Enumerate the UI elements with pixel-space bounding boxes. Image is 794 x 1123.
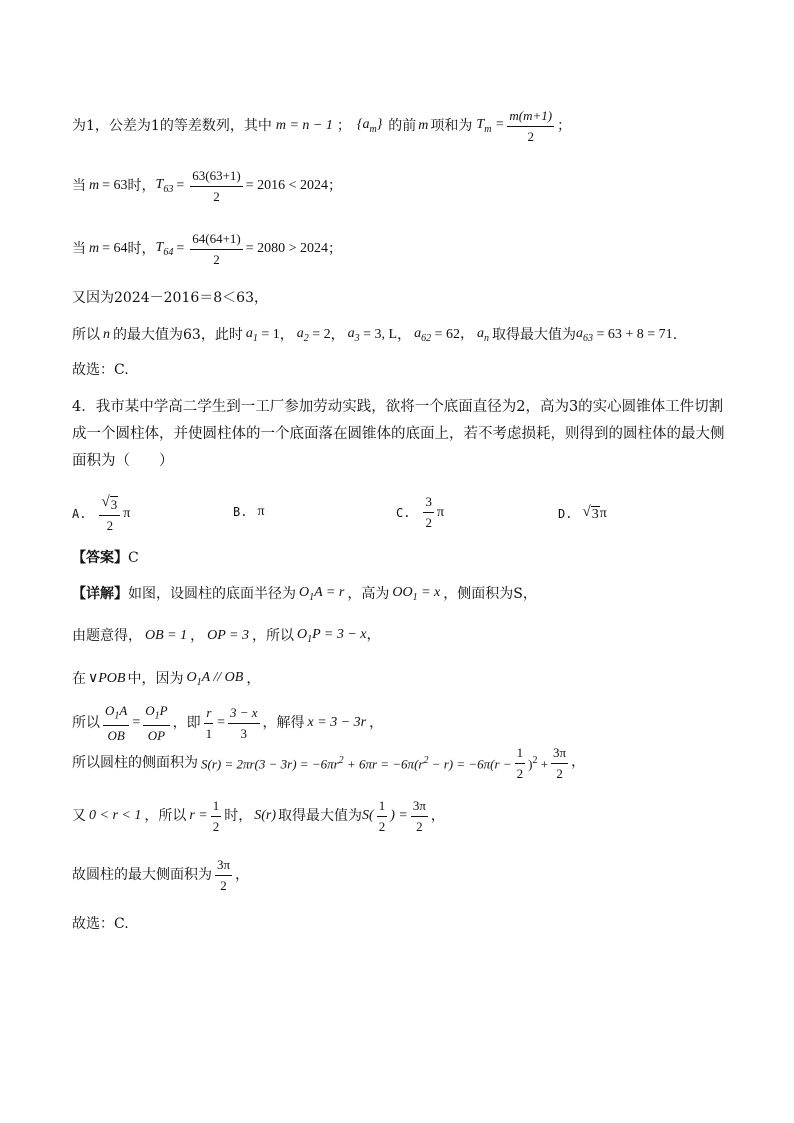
text: ，解得 xyxy=(262,714,305,731)
fraction: $\frac{m(m+1)}{2}$ xyxy=(509,108,553,144)
choice-d: D. √ 3 π xyxy=(558,504,607,522)
text: 所以 xyxy=(72,327,100,343)
detail-tag: 【详解】 xyxy=(72,586,128,602)
fraction: $\frac{3 - x}{3}$ xyxy=(230,705,258,741)
choice-c-value: $\frac{3}{2}$ xyxy=(425,494,432,530)
detail-line-5: 所以圆柱的侧面积为 $S(r) = 2\pi r(3 - 3r) = -6\pi r^2 + 6\pi r = -6\pi(r^2 - r) = -6\pi(r$ − $\frac{1}{2}$ )$^2$ + $\frac{3\pi}{2}$ ， xyxy=(72,745,586,781)
text: 取得最大值为 xyxy=(278,807,363,824)
choice-label: D. xyxy=(558,506,573,521)
choice-b-value: π xyxy=(257,504,265,519)
fraction: $\frac{O_1A}{OB}$ xyxy=(105,703,128,743)
text: 故选：C. xyxy=(72,362,129,378)
text: 当 xyxy=(72,177,86,194)
text: ， xyxy=(397,327,412,343)
fraction: $\frac{1}{2}$ xyxy=(516,745,524,781)
text: 又 xyxy=(72,807,86,824)
fraction: $\frac{1}{2}$ xyxy=(378,798,386,834)
solution-line-3: 当 m = 64 时， $T_{64}$ = $\frac{64(64+1)}{2}$ = 2080 > 2024 ； xyxy=(72,231,343,267)
solution-line-2: 当 m = 63 时， $T_{63}$ = $\frac{63(63+1)}{2}$ = 2016 < 2024 ； xyxy=(72,168,343,204)
detail-line-3: 在 ∨POB 中，因为 $O_1A$ // OB ， xyxy=(72,670,261,688)
detail-line-6: 又 0 < r < 1 ，所以 r = $\frac{1}{2}$ 时， S(r) 取得最大值为 S( $\frac{1}{2}$ ) = $\frac{3\pi}{2}$ ， xyxy=(72,798,445,834)
text: ， xyxy=(330,327,345,343)
text: ； xyxy=(328,177,343,194)
text: 由题意得， xyxy=(72,628,142,644)
answer-line xyxy=(72,550,139,567)
text: . xyxy=(672,327,678,343)
text: 取得最大值为 xyxy=(492,327,576,343)
fraction: $\frac{63(63+1)}{2}$ xyxy=(192,168,241,204)
text: 如图，设圆柱的底面半径为 xyxy=(128,586,296,602)
text: 中，因为 xyxy=(127,671,184,687)
text: 的前 xyxy=(388,117,417,134)
text: 所以圆柱的侧面积为 xyxy=(72,754,198,771)
text: ； xyxy=(328,240,343,257)
text: 时， xyxy=(127,240,156,257)
text: 项和为 xyxy=(430,117,473,134)
text: ，所以 xyxy=(144,807,187,824)
detail-line-7 xyxy=(72,857,249,893)
question-4-stem: 4．我市某中学高二学生到一工厂参加劳动实践，欲将一个底面直径为2，高为3的实心圆锥体工件切割成一个圆柱体，并使圆柱体的一个底面落在圆锥体的底面上，若不考虑损耗，则得到的圆柱体的最大侧面积为（ ） xyxy=(72,399,725,469)
text: ，高为 xyxy=(347,586,390,602)
text: ； xyxy=(557,117,572,134)
solution-line-1: 为1，公差为1的等差数列，其中 m = n − 1 ； $\{a_m\}$ 的前 m 项和为 $T_m$ = $\frac{m(m+1)}{2}$ ； xyxy=(72,108,572,144)
choice-c: C. $\frac{3}{2}$ π xyxy=(396,494,445,530)
text: ； xyxy=(336,117,351,134)
choice-label: A. xyxy=(72,507,87,521)
detail-line-8 xyxy=(72,916,129,933)
text: ， xyxy=(190,628,205,644)
choice-label: C. xyxy=(396,505,411,520)
text: ，所以 xyxy=(251,628,294,644)
text: 为1，公差为1的等差数列，其中 xyxy=(72,117,272,134)
text: ，即 xyxy=(172,714,201,731)
text: 在 xyxy=(72,671,86,687)
text: ，侧面积为S， xyxy=(443,586,537,602)
answer-tag: 【答案】 xyxy=(72,550,128,566)
text: 故圆柱的最大侧面积为 xyxy=(72,866,212,883)
text: 当 xyxy=(72,240,86,257)
text: ， xyxy=(279,327,294,343)
detail-line-1: 【详解】 如图，设圆柱的底面半径为 $O_1A = r$ ，高为 $OO_1 = x$ ，侧面积为S， xyxy=(72,585,537,603)
text: ， xyxy=(369,714,384,731)
solution-line-4 xyxy=(72,290,268,307)
text: 时， xyxy=(224,807,253,824)
fraction: $\frac{3\pi}{2}$ xyxy=(412,798,426,834)
text: ， xyxy=(246,671,261,687)
solution-line-6 xyxy=(72,362,129,379)
text: 又因为2024－2016＝8＜63， xyxy=(72,290,268,306)
text: 时， xyxy=(127,177,156,194)
text: 故选：C. xyxy=(72,916,129,932)
text: ， xyxy=(235,866,250,883)
choice-a: A. √ 3 2 π xyxy=(72,494,131,533)
detail-line-4: 所以 $\frac{O_1A}{OB}$ = $\frac{O_1P}{OP}$ ，即 $\frac{r}{1}$ = $\frac{3 - x}{3}$ ，解得 x = 3 − 3r ， xyxy=(72,703,384,743)
solution-line-5: 所以 n 的最大值为63，此时 $a_1$ = 1 ， $a_2$ = 2 ， $a_3$ = 3, L ， $a_{62}$ = 62 ， $a_n$ 取得最大值为 $a_{63}$ = 63 + 8 = 71 . xyxy=(72,326,678,344)
choice-d-value: √ 3 xyxy=(582,504,599,522)
fraction: $\frac{3\pi}{2}$ xyxy=(553,745,567,781)
fraction: $\frac{1}{2}$ xyxy=(212,798,220,834)
detail-line-2: 由题意得， OB = 1 ， OP = 3 ，所以 $O_1P = 3 - x$ ， xyxy=(72,627,381,645)
fraction: $\frac{r}{1}$ xyxy=(205,705,213,741)
fraction: $\frac{3\pi}{2}$ xyxy=(217,857,231,893)
choice-label: B. xyxy=(233,505,248,519)
choice-b xyxy=(233,504,265,520)
fraction: $\frac{64(64+1)}{2}$ xyxy=(192,231,241,267)
answer-value: C xyxy=(128,550,139,566)
choice-a-value: √ 3 2 xyxy=(99,494,120,534)
fraction: $\frac{O_1P}{OP}$ xyxy=(145,703,168,743)
text: ， xyxy=(430,807,445,824)
text: 所以 xyxy=(72,714,100,731)
text: 的最大值为63，此时 xyxy=(113,327,243,343)
